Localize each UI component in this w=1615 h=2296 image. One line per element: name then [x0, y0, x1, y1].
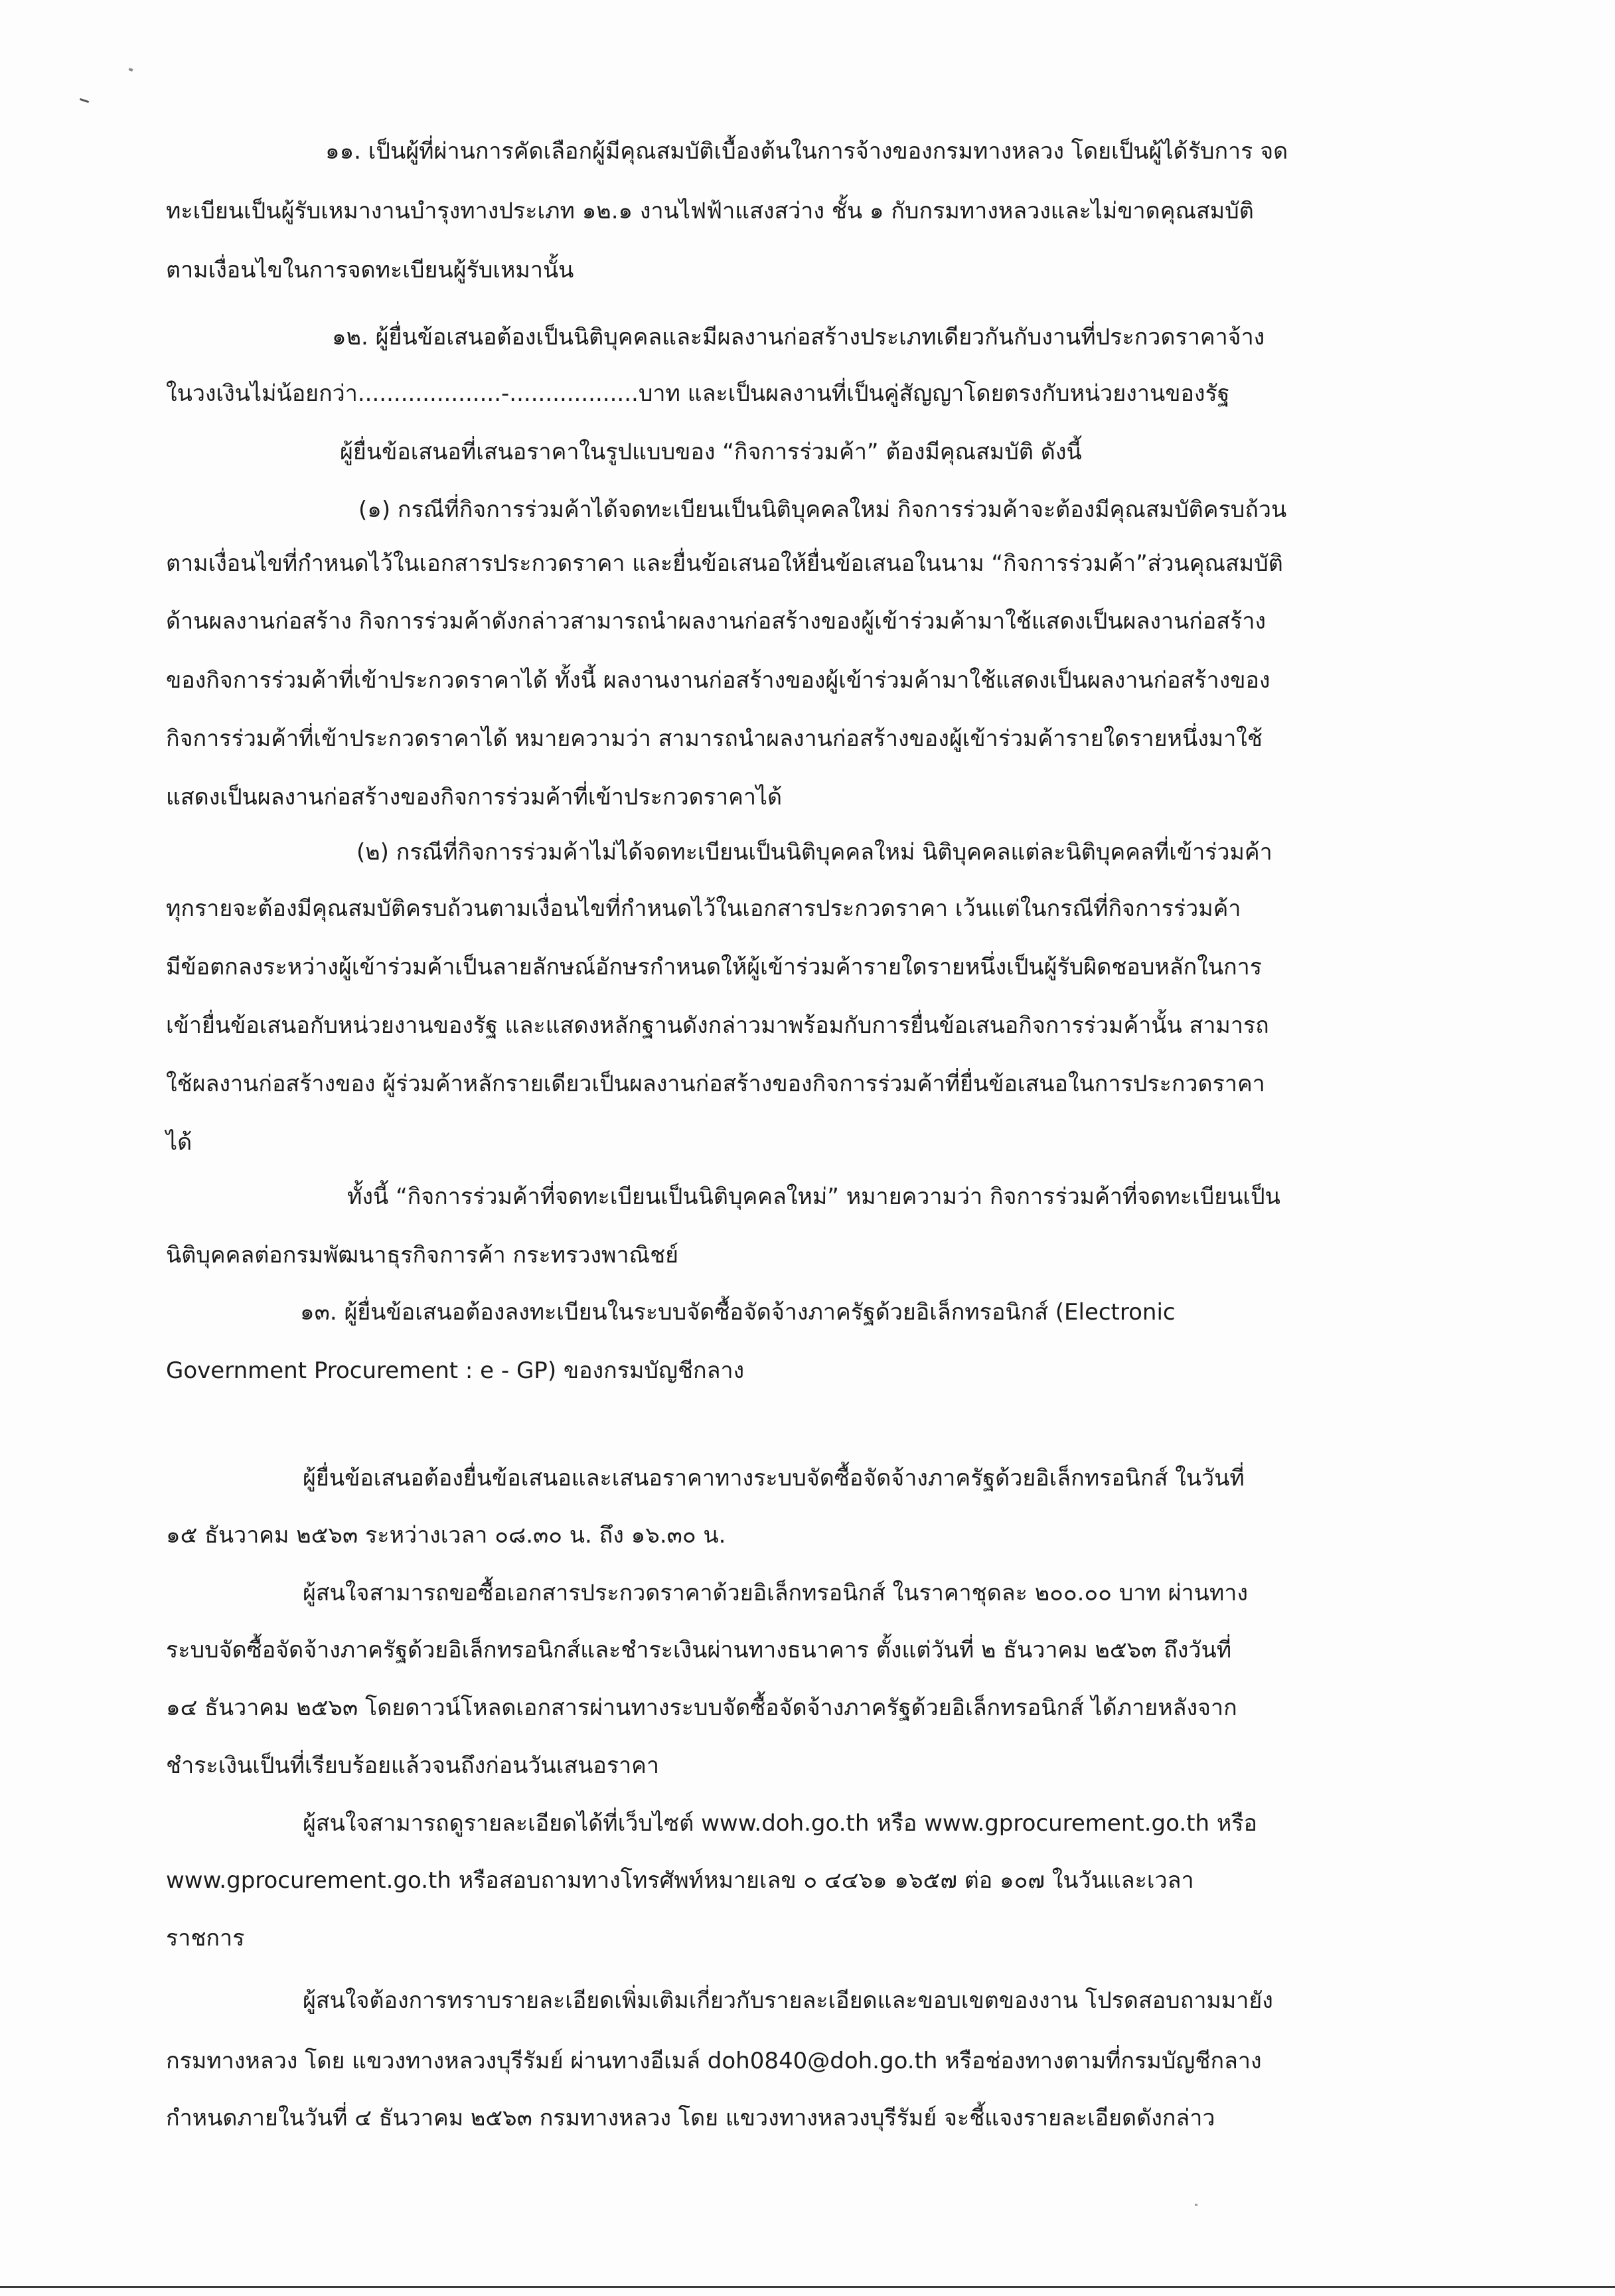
- submission-line-1: ผู้ยื่นข้อเสนอต้องยื่นข้อเสนอและเสนอราคาทางระบบจัดซื้อจัดจ้างภาครัฐด้วยอิเล็กทรอนิกส์ ในวันที่: [303, 1465, 1245, 1492]
- inquiry-line-2: กรมทางหลวง โดย แขวงทางหลวงบุรีรัมย์ ผ่านทางอีเมล์ doh0840@doh.go.th หรือช่องทางตามที่กรมบัญชีกลาง: [166, 2048, 1262, 2074]
- joint-venture-case-1-line-1: (๑) กรณีที่กิจการร่วมค้าได้จดทะเบียนเป็นนิติบุคคลใหม่ กิจการร่วมค้าจะต้องมีคุณสมบัติครบถ้วน: [358, 497, 1287, 523]
- joint-venture-case-2-line-1: (๒) กรณีที่กิจการร่วมค้าไม่ได้จดทะเบียนเป็นนิติบุคคลใหม่ นิติบุคคลแต่ละนิติบุคคลที่เข้าร่วมค้า: [356, 839, 1272, 866]
- definition-line-1: ทั้งนี้ “กิจการร่วมค้าที่จดทะเบียนเป็นนิติบุคคลใหม่” หมายความว่า กิจการร่วมค้าที่จดทะเบียนเป็น: [347, 1184, 1280, 1210]
- website-line-1: ผู้สนใจสามารถดูรายละเอียดได้ที่เว็บไซต์ www.doh.go.th หรือ www.gprocurement.go.th หรือ: [303, 1810, 1257, 1837]
- clause-11-line-2: ทะเบียนเป็นผู้รับเหมางานบำรุงทางประเภท ๑๒.๑ งานไฟฟ้าแสงสว่าง ชั้น ๑ กับกรมทางหลวงและไม่ขาดคุณสมบัติ: [166, 198, 1254, 224]
- scan-speck: [128, 68, 133, 72]
- scan-speck: [80, 98, 89, 103]
- scan-speck: [1195, 2204, 1197, 2206]
- clause-13-line-1: ๑๓. ผู้ยื่นข้อเสนอต้องลงทะเบียนในระบบจัดซื้อจัดจ้างภาครัฐด้วยอิเล็กทรอนิกส์ (Electronic: [300, 1299, 1176, 1326]
- clause-11-line-1: ๑๑. เป็นผู้ที่ผ่านการคัดเลือกผู้มีคุณสมบัติเบื้องต้นในการจ้างของกรมทางหลวง โดยเป็นผู้ได้รับการ จด: [325, 138, 1288, 165]
- purchase-line-4: ชำระเงินเป็นที่เรียบร้อยแล้วจนถึงก่อนวันเสนอราคา: [166, 1752, 660, 1779]
- joint-venture-case-2-line-2: ทุกรายจะต้องมีคุณสมบัติครบถ้วนตามเงื่อนไขที่กำหนดไว้ในเอกสารประกวดราคา เว้นแต่ในกรณีที่กิจการร่วมค้า: [166, 895, 1241, 922]
- joint-venture-intro: ผู้ยื่นข้อเสนอที่เสนอราคาในรูปแบบของ “กิจการร่วมค้า” ต้องมีคุณสมบัติ ดังนี้: [340, 439, 1082, 465]
- clause-13-line-2: Government Procurement : e - GP) ของกรมบัญชีกลาง: [166, 1357, 745, 1384]
- purchase-line-3: ๑๔ ธันวาคม ๒๕๖๓ โดยดาวน์โหลดเอกสารผ่านทางระบบจัดซื้อจัดจ้างภาครัฐด้วยอิเล็กทรอนิกส์ ได้ภายหลังจาก: [166, 1695, 1237, 1721]
- inquiry-line-3: กำหนดภายในวันที่ ๔ ธันวาคม ๒๕๖๓ กรมทางหลวง โดย แขวงทางหลวงบุรีรัมย์ จะชี้แจงรายละเอียดดังกล่าว: [166, 2105, 1215, 2131]
- clause-12-line-2: ในวงเงินไม่น้อยกว่า....................-..................บาท และเป็นผลงานที่เป็นคู่สัญญาโดยตรงกับหน่วยงานของรัฐ: [166, 380, 1230, 407]
- website-line-3: ราชการ: [166, 1925, 245, 1952]
- joint-venture-case-1-line-5: กิจการร่วมค้าที่เข้าประกวดราคาได้ หมายความว่า สามารถนำผลงานก่อสร้างของผู้เข้าร่วมค้ารายใดรายหนึ่งมาใช้: [166, 726, 1263, 752]
- joint-venture-case-1-line-4: ของกิจการร่วมค้าที่เข้าประกวดราคาได้ ทั้งนี้ ผลงานงานก่อสร้างของผู้เข้าร่วมค้ามาใช้แสดงเป็นผลงานก่อสร้างของ: [166, 667, 1270, 694]
- website-line-2: www.gprocurement.go.th หรือสอบถามทางโทรศัพท์หมายเลข ๐ ๔๔๖๑ ๑๖๕๗ ต่อ ๑๐๗ ในวันและเวลา: [166, 1867, 1194, 1894]
- joint-venture-case-1-line-6: แสดงเป็นผลงานก่อสร้างของกิจการร่วมค้าที่เข้าประกวดราคาได้: [166, 784, 783, 810]
- purchase-line-2: ระบบจัดซื้อจัดจ้างภาครัฐด้วยอิเล็กทรอนิกส์และชำระเงินผ่านทางธนาคาร ตั้งแต่วันที่ ๒ ธันวาคม ๒๕๖๓ ถึงวันที่: [166, 1637, 1232, 1663]
- joint-venture-case-1-line-3: ด้านผลงานก่อสร้าง กิจการร่วมค้าดังกล่าวสามารถนำผลงานก่อสร้างของผู้เข้าร่วมค้ามาใช้แสดงเป็นผลงานก่อสร้าง: [166, 608, 1267, 635]
- joint-venture-case-2-line-4: เข้ายื่นข้อเสนอกับหน่วยงานของรัฐ และแสดงหลักฐานดังกล่าวมาพร้อมกับการยื่นข้อเสนอกิจการร่วมค้านั้น สามารถ: [166, 1012, 1269, 1039]
- clause-12-line-1: ๑๒. ผู้ยื่นข้อเสนอต้องเป็นนิติบุคคลและมีผลงานก่อสร้างประเภทเดียวกันกับงานที่ประกวดราคาจ้าง: [332, 324, 1265, 350]
- purchase-line-1: ผู้สนใจสามารถขอซื้อเอกสารประกวดราคาด้วยอิเล็กทรอนิกส์ ในราคาชุดละ ๒๐๐.๐๐ บาท ผ่านทาง: [303, 1580, 1248, 1606]
- joint-venture-case-2-line-6: ได้: [166, 1129, 192, 1156]
- clause-11-line-3: ตามเงื่อนไขในการจดทะเบียนผู้รับเหมานั้น: [166, 257, 574, 283]
- definition-line-2: นิติบุคคลต่อกรมพัฒนาธุรกิจการค้า กระทรวงพาณิชย์: [166, 1242, 679, 1268]
- joint-venture-case-2-line-3: มีข้อตกลงระหว่างผู้เข้าร่วมค้าเป็นลายลักษณ์อักษรกำหนดให้ผู้เข้าร่วมค้ารายใดรายหนึ่งเป็นผู้รับผิดชอบหลักในการ: [166, 954, 1263, 980]
- inquiry-line-1: ผู้สนใจต้องการทราบรายละเอียดเพิ่มเติมเกี่ยวกับรายละเอียดและขอบเขตของงาน โปรดสอบถามมายัง: [303, 1987, 1273, 2014]
- submission-line-2: ๑๕ ธันวาคม ๒๕๖๓ ระหว่างเวลา ๐๘.๓๐ น. ถึง ๑๖.๓๐ น.: [166, 1522, 726, 1549]
- scan-bottom-edge: [0, 2286, 1615, 2288]
- joint-venture-case-2-line-5: ใช้ผลงานก่อสร้างของ ผู้ร่วมค้าหลักรายเดียวเป็นผลงานก่อสร้างของกิจการร่วมค้าที่ยื่นข้อเสนอในการประกวดราคา: [166, 1071, 1265, 1097]
- joint-venture-case-1-line-2: ตามเงื่อนไขที่กำหนดไว้ในเอกสารประกวดราคา และยื่นข้อเสนอให้ยื่นข้อเสนอในนาม “กิจการร่วมค้า”ส่วนคุณสมบัติ: [166, 550, 1283, 577]
